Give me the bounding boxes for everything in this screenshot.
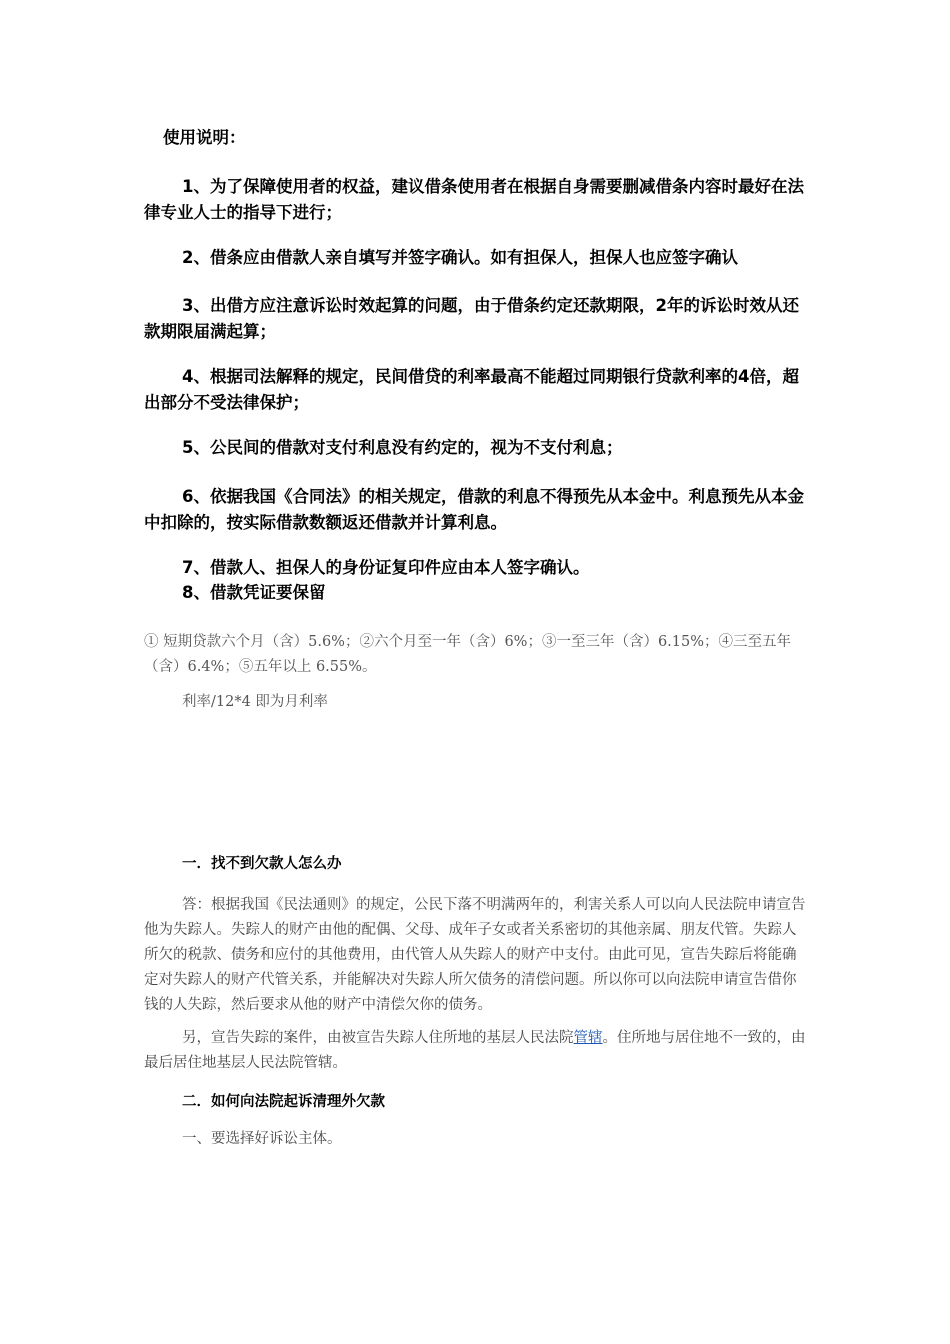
usage-item-8: 8、借款凭证要保留 xyxy=(182,583,326,602)
usage-item-6: 6、依据我国《合同法》的相关规定，借款的利息不得预先从本金中。利息预先从本金中扣除的，按实际借款数额返还借款并计算利息。 xyxy=(144,487,804,532)
section1-answer: 答：根据我国《民法通则》的规定，公民下落不明满两年的，利害关系人可以向人民法院申请宣告他为失踪人。失踪人的财产由他的配偶、父母、成年子女或者关系密切的其他亲属、朋友代管。失踪人所欠的税款、债务和应付的其他费用，由代管人从失踪人的财产中支付。由此可见，宣告失踪后将能确定对失踪人的财产代管关系，并能解决对失踪人所欠债务的清偿问题。所以你可以向法院申请宣告借你钱的人失踪，然后要求从他的财产中清偿欠你的债务。 xyxy=(144,897,806,1013)
usage-item-7: 7、借款人、担保人的身份证复印件应由本人签字确认。 xyxy=(182,558,590,577)
monthly-rate-note: 利率/12*4 即为月利率 xyxy=(182,694,328,710)
jurisdiction-link[interactable]: 管辖 xyxy=(573,1030,603,1046)
usage-item-1: 1、为了保障使用者的权益，建议借条使用者在根据自身需要删减借条内容时最好在法律专业人士的指导下进行； xyxy=(144,177,804,222)
jurisdiction-text-before: 另，宣告失踪的案件，由被宣告失踪人住所地的基层人民法院 xyxy=(182,1030,574,1046)
section2-title: 二．如何向法院起诉清理外欠款 xyxy=(182,1093,385,1110)
usage-item-3: 3、出借方应注意诉讼时效起算的问题，由于借条约定还款期限，2年的诉讼时效从还款期限届满起算； xyxy=(144,296,799,341)
usage-item-4: 4、根据司法解释的规定，民间借贷的利率最高不能超过同期银行贷款利率的4倍，超出部分不受法律保护； xyxy=(144,367,799,412)
usage-item-2: 2、借条应由借款人亲自填写并签字确认。如有担保人，担保人也应签字确认 xyxy=(182,248,738,267)
section1-title: 一．找不到欠款人怎么办 xyxy=(182,855,342,872)
rate-list: ① 短期贷款六个月（含）5.6%；②六个月至一年（含）6%；③一至三年（含）6.15%；④三至五年（含）6.4%；⑤五年以上 6.55%。 xyxy=(144,634,792,675)
section2-subheading: 一、要选择好诉讼主体。 xyxy=(182,1131,342,1147)
usage-item-5: 5、公民间的借款对支付利息没有约定的，视为不支付利息； xyxy=(182,438,623,457)
jurisdiction-text-after: 。住所地与居住地不一致的，由最后居住地基层人民法院管辖。 xyxy=(144,1030,806,1071)
usage-heading: 使用说明： xyxy=(163,128,246,147)
section1-jurisdiction xyxy=(144,1026,810,1076)
